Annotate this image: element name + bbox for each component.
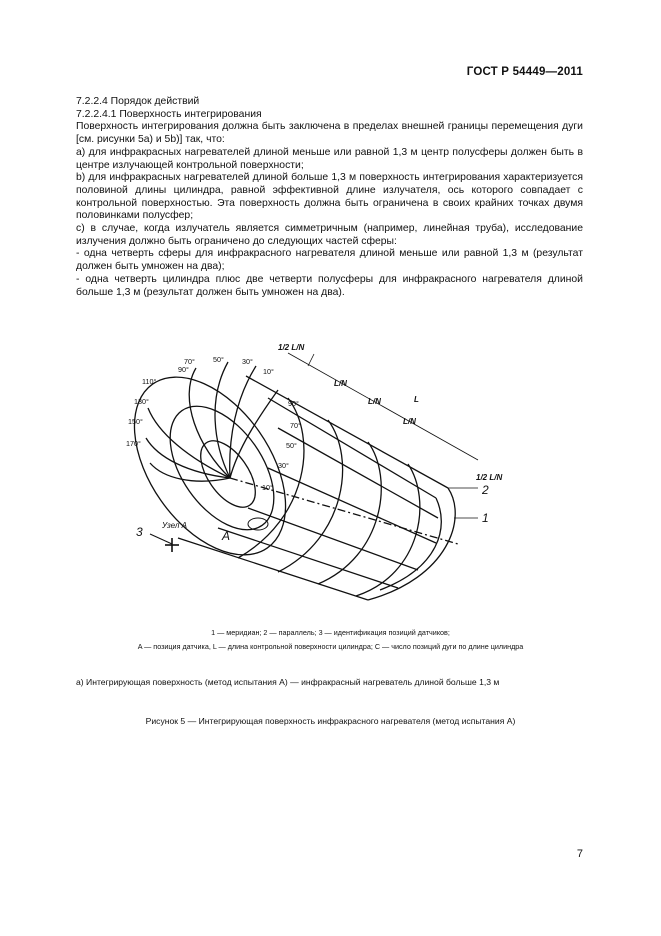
cylinder-end-cap-inner (380, 498, 441, 590)
dimension-line (288, 353, 478, 460)
meridian-line (230, 390, 278, 478)
callout-2: 2 (482, 483, 489, 497)
cylinder-line (248, 508, 418, 570)
paragraph: Поверхность интегрирования должна быть заключена в пределах внешней границы перемещения дуги [см. рисунки 5а) и 5b)] так, что: (76, 121, 583, 146)
paragraph: - одна четверть цилиндра плюс две четверти полусферы для инфракрасного нагревателя длиной больше 1,3 м (результат должен быть умножен на два). (76, 273, 583, 298)
dimension-label: L/N (334, 379, 347, 388)
subfigure-caption: a) Интегрирующая поверхность (метод испытания A) — инфракрасный нагреватель длиной больше 1,3 м (76, 677, 500, 687)
section-heading: 7.2.2.4 Порядок действий (76, 96, 200, 107)
figure-legend-line-1: 1 — меридиан; 2 — параллель; 3 — идентификация позиций датчиков; (211, 628, 450, 637)
figure-caption: Рисунок 5 — Интегрирующая поверхность инфракрасного нагревателя (метод испытания A) (145, 716, 516, 726)
paragraph: a) для инфракрасных нагревателей длиной меньше или равной 1,3 м центр полусферы должен быть в центре излучающей контрольной поверхности; (76, 146, 583, 171)
angle-label: 90° (288, 399, 299, 408)
paragraph: c) в случае, когда излучатель является симметричным (например, линейная труба), исследование излучения должно быть ограничено до следующих частей сферы: (76, 223, 583, 247)
callout-1: 1 (482, 511, 489, 525)
body-text (76, 96, 583, 299)
angle-label: 110° (142, 377, 157, 386)
paragraph: - одна четверть сферы для инфракрасного нагревателя длиной меньше или равной 1,3 м (результат должен быть умножен на два); (76, 248, 583, 273)
angle-label: 10° (263, 367, 274, 376)
angle-label: 70° (184, 357, 195, 366)
angle-label: 150° (128, 417, 143, 426)
page-number: 7 (576, 848, 583, 860)
angle-label: 130° (134, 397, 149, 406)
angle-label: 170° (126, 439, 141, 448)
meridian-line (215, 362, 230, 478)
meridian-line (189, 368, 230, 478)
detail-label: Узел A (162, 521, 187, 530)
angle-label: 90° (178, 365, 189, 374)
dimension-label: L (414, 395, 419, 404)
callout-a: A (222, 529, 231, 543)
dimension-line (308, 354, 314, 366)
dimension-label: L/N (368, 397, 381, 406)
document-code: ГОСТ Р 54449—2011 (466, 66, 583, 78)
angle-label: 70° (290, 421, 301, 430)
angle-label: 50° (213, 355, 224, 364)
paragraph: b) для инфракрасных нагревателей длиной больше 1,3 м поверхность интегрирования характеризуется половиной длины цилиндра, равной эффективной длине излучателя, ось которого совпадает с контрольной поверхностью. Эта поверхность должна быть ограничена в своих крайних точках двумя половинками полусфер; (76, 172, 583, 222)
angle-label: 30° (278, 461, 289, 470)
dimension-label: 1/2 L/N (278, 343, 305, 352)
cylinder-line (218, 528, 398, 588)
callout-3: 3 (136, 525, 143, 539)
callout-arrow (150, 534, 172, 544)
subsection-heading: 7.2.2.4.1 Поверхность интегрирования (76, 108, 262, 120)
angle-label: 10° (262, 483, 273, 492)
integration-surface-figure (118, 338, 518, 610)
cylinder-line (268, 468, 436, 543)
angle-label: 50° (286, 441, 297, 450)
figure-legend-line-2: A — позиция датчика, L — длина контрольной поверхности цилиндра; C — число позиций дуги по длине цилиндра (137, 642, 524, 651)
dimension-label: 1/2 L/N (476, 473, 503, 482)
angle-label: 30° (242, 357, 253, 366)
dimension-label: L/N (403, 417, 416, 426)
